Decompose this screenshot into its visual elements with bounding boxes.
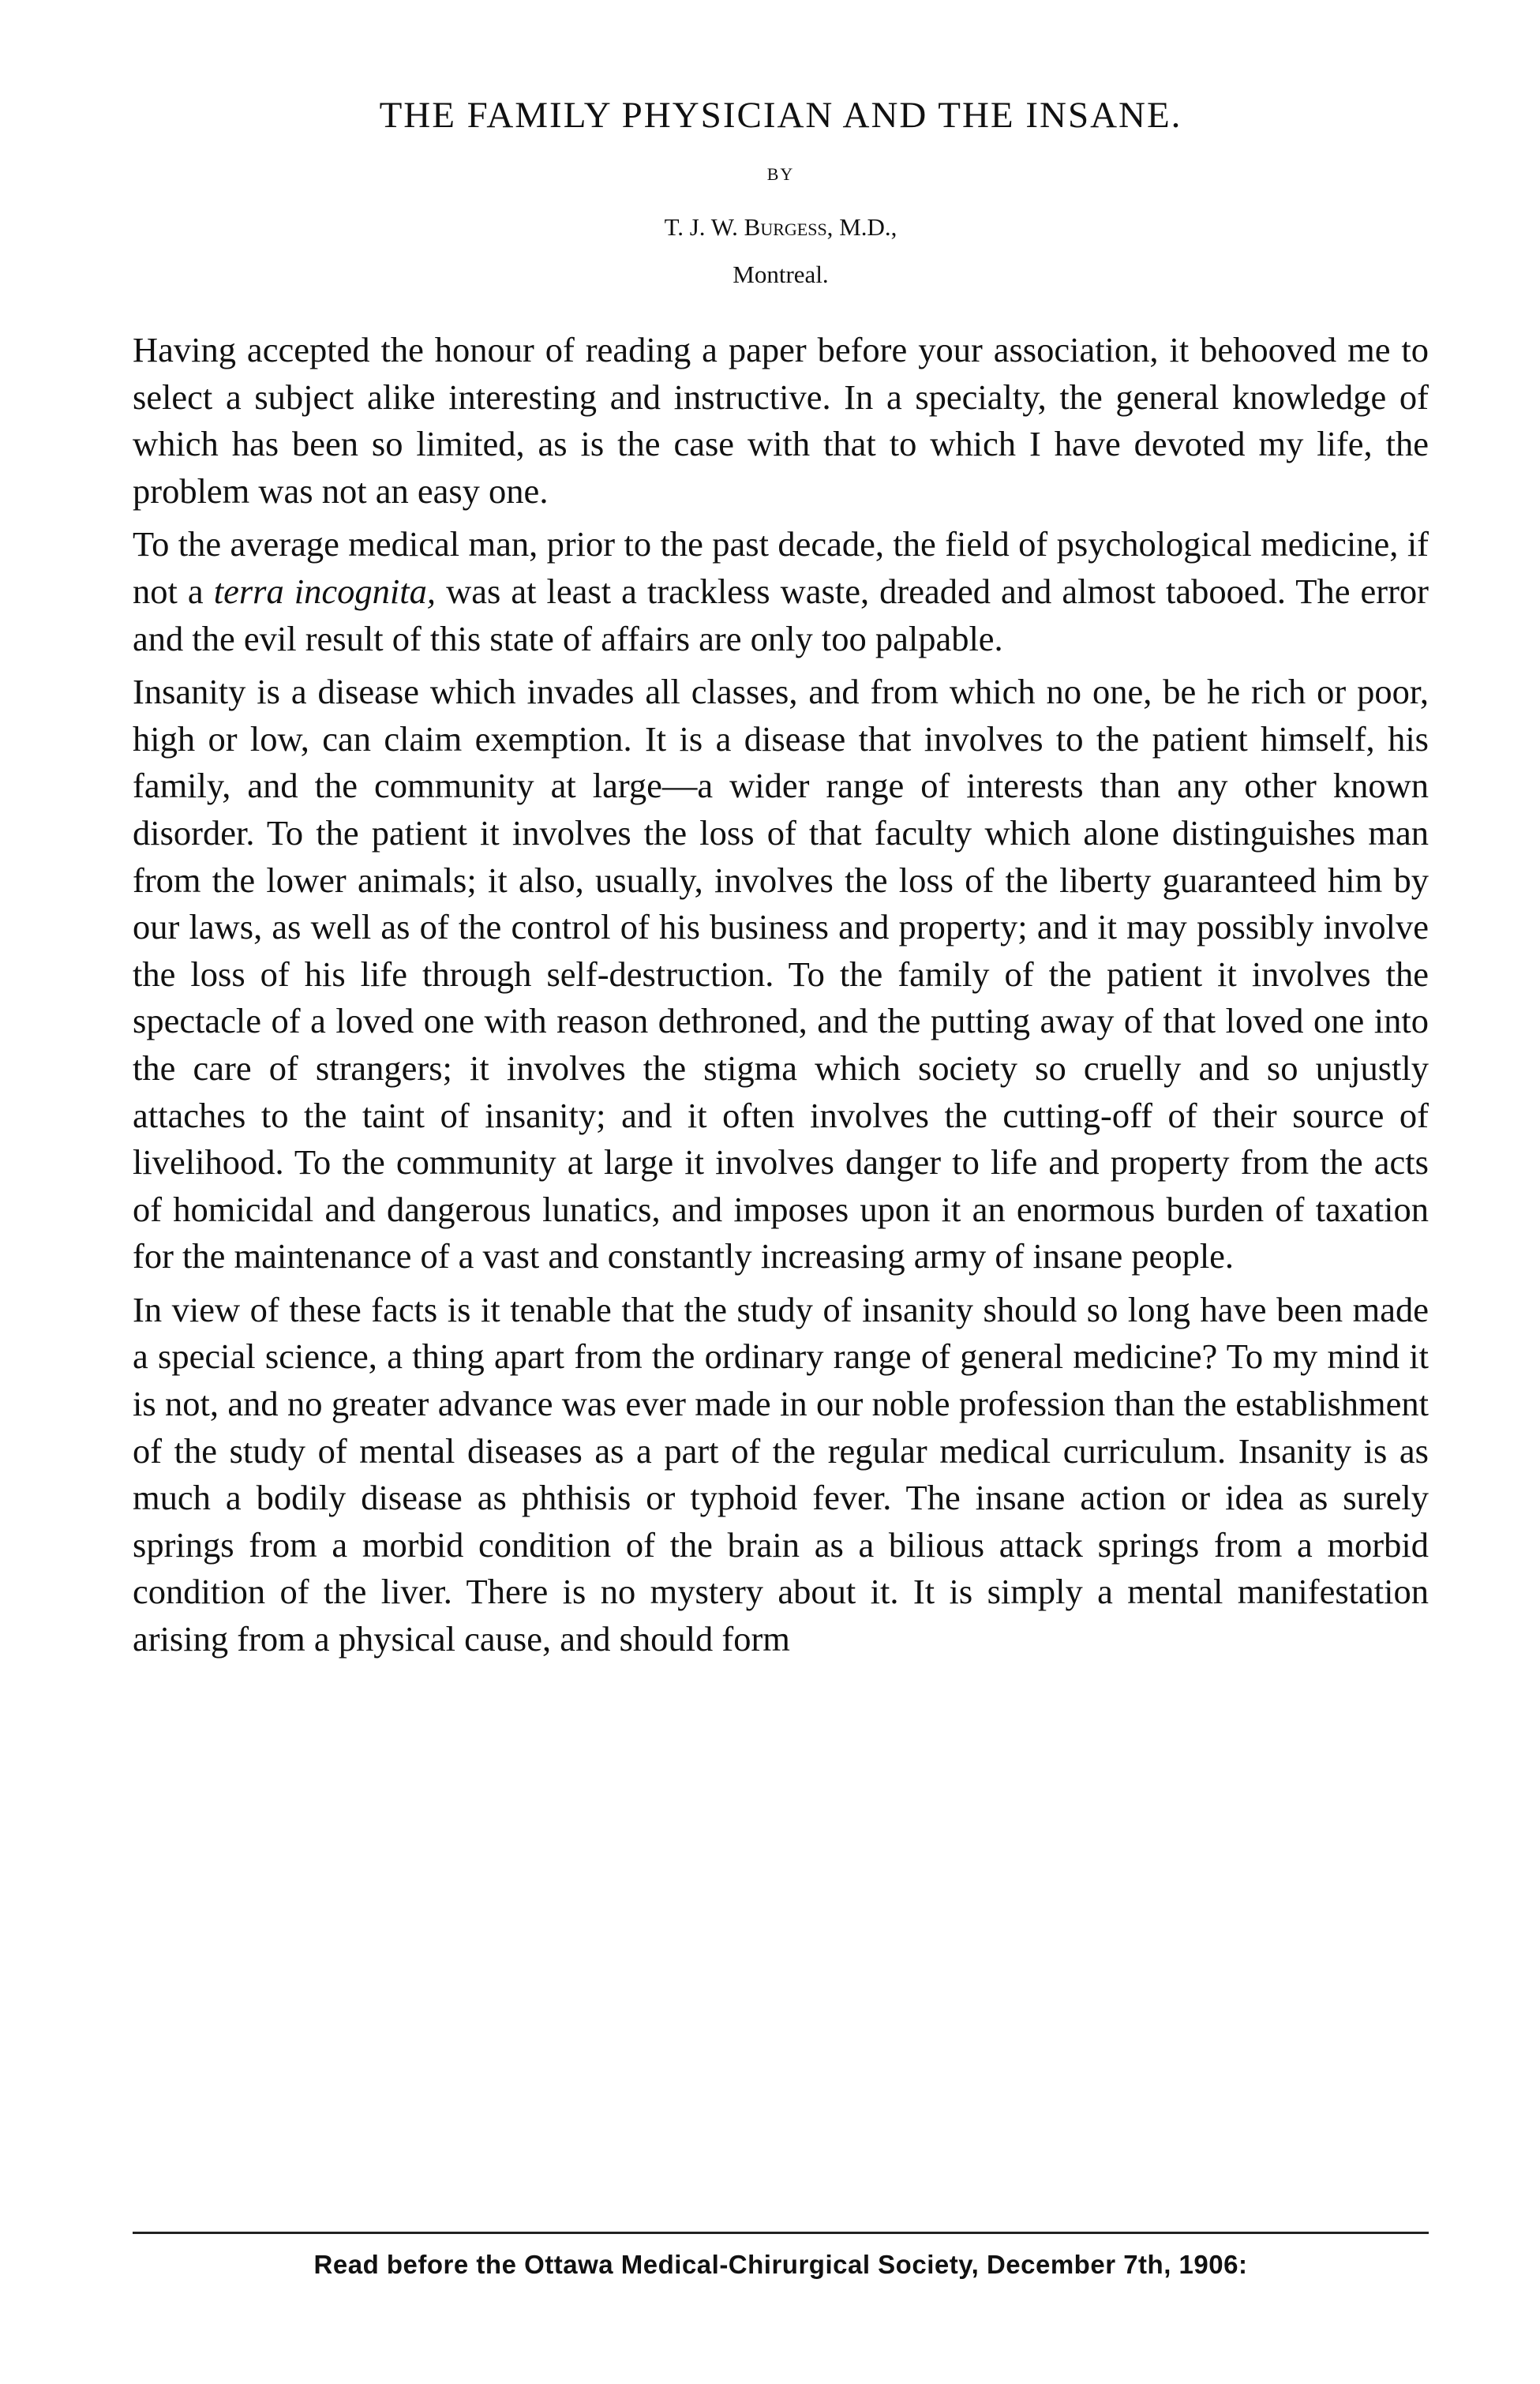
author-name: T. J. W. Burgess, [664, 213, 834, 241]
italic-phrase: terra incognita, [213, 571, 437, 611]
body-paragraph [133, 669, 1429, 1280]
author-degree: M.D., [839, 213, 897, 241]
author-line [133, 213, 1429, 242]
author-location: Montreal. [733, 261, 829, 288]
page [133, 0, 1429, 2384]
article-body [133, 327, 1429, 1663]
paragraph-text: was at least a trackless waste, dreaded and almost tabooed. The error and the evil result of this state of affairs are only too palpable. [133, 571, 1429, 658]
paragraph-text: Insanity is a disease which invades all classes, and from which no one, be he rich or poor, high or low, can claim exemption. It is a disease that involves to the patient himself, his family, and the community at large—a wider range of interests than any other known disorder. To the patient it involves the loss of that faculty which alone distinguishes man from the lower animals; it also, usually, involves the loss of the liberty guaranteed him by our laws, as well as of the control of his business and property; and it may possibly involve the loss of his life through self-destruction. To the family of the patient it involves the spectacle of a loved one with reason dethroned, and the putting away of that loved one into the care of strangers; it involves the stigma which society so cruelly and so unjustly attaches to the taint of insanity; and it often involves the cutting-off of their source of livelihood. To the community at large it involves danger to life and property from the acts of homicidal and dangerous lunatics, and imposes upon it an enormous burden of taxation for the maintenance of a vast and constantly increasing army of insane people. [133, 672, 1429, 1276]
footnote-divider [133, 2232, 1429, 2234]
body-paragraph [133, 1287, 1429, 1663]
paragraph-text: To the average medical man, prior to the past decade, the field of psychological medicine, if not a [133, 524, 1429, 611]
body-paragraph [133, 327, 1429, 515]
byline-by: BY [766, 164, 795, 184]
body-paragraph [133, 521, 1429, 662]
paragraph-text: In view of these facts is it tenable that the study of insanity should so long have been made a special science, a thing apart from the ordinary range of general medicine? To my mind it is not, and no greater advance was ever made in our noble profession than the establishment of the study of mental diseases as a part of the regular medical curriculum. Insanity is as much a bodily disease as phthisis or typhoid fever. The insane action or idea as surely springs from a morbid condition of the brain as a bilious attack springs from a morbid condition of the liver. There is no mystery about it. It is simply a mental manifestation arising from a physical cause, and should form [133, 1289, 1429, 1659]
footnote: Read before the Ottawa Medical-Chirurgical Society, December 7th, 1906: [313, 2250, 1248, 2279]
paragraph-text: Having accepted the honour of reading a paper before your association, it behooved me to select a subject alike interesting and instructive. In a specialty, the general knowledge of which has been so limited, as is the case with that to which I have devoted my life, the problem was not an easy one. [133, 330, 1429, 511]
article-title: THE FAMILY PHYSICIAN AND THE INSANE. [379, 95, 1182, 136]
